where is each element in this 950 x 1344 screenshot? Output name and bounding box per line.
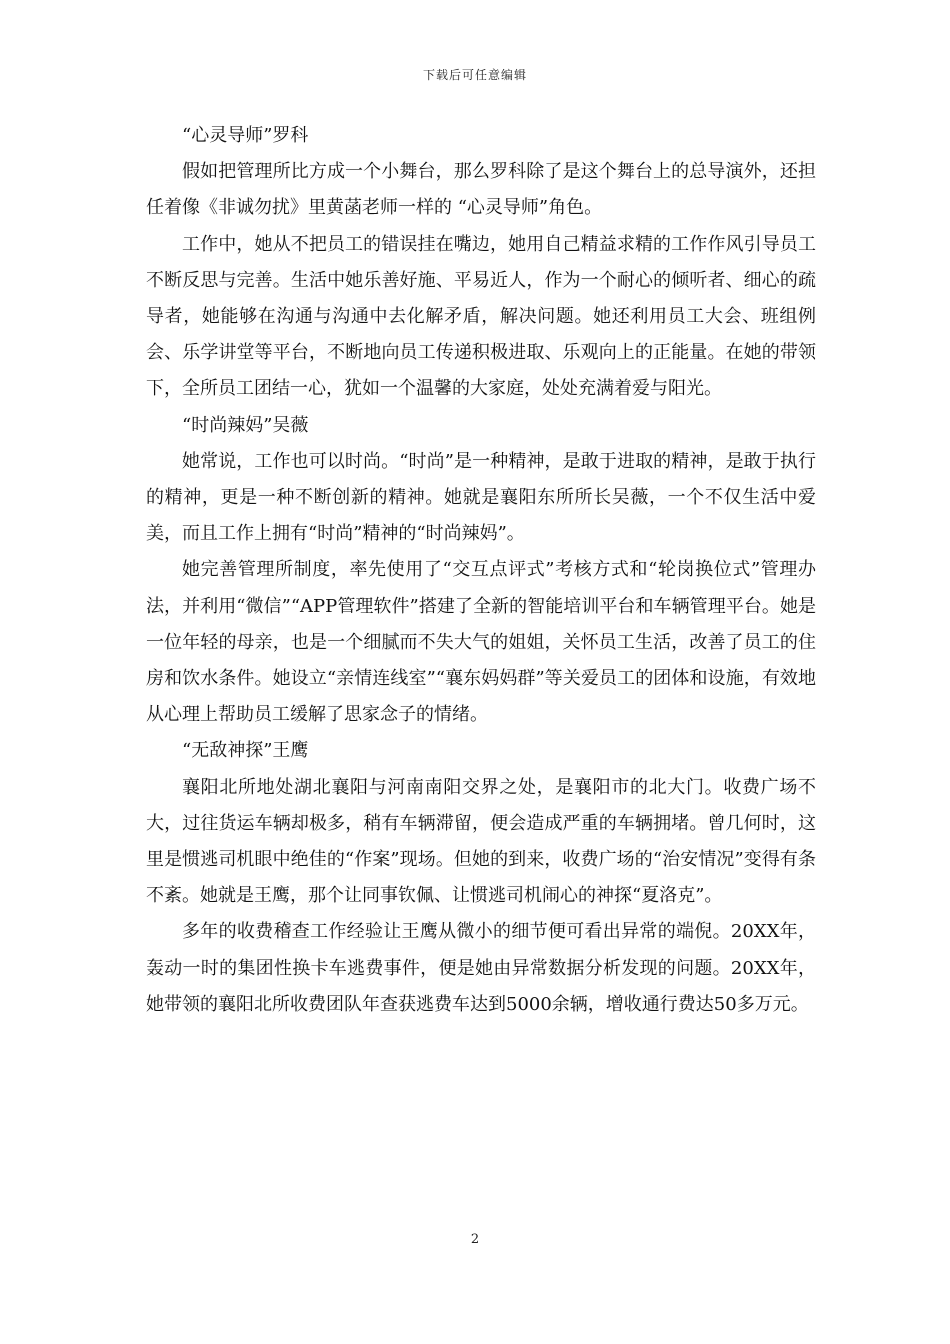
section-heading-luoke: “心灵导师”罗科	[182, 125, 309, 146]
page-header: 下载后可任意编辑	[422, 68, 527, 82]
document-body	[146, 118, 816, 1023]
paragraph: 多年的收费稽查工作经验让王鹰从微小的细节便可看出异常的端倪。20XX年，轰动一时的集团性换卡车逃费事件，便是她由异常数据分析发现的问题。20XX年，她带领的襄阳北所收费团队年查获逃费车达到5000余辆，增收通行费达50多万元。	[146, 921, 816, 1015]
paragraph: 襄阳北所地处湖北襄阳与河南南阳交界之处，是襄阳市的北大门。收费广场不大，过往货运车辆却极多，稍有车辆滞留，便会造成严重的车辆拥堵。曾几何时，这里是惯逃司机眼中绝佳的“作案”现场。但她的到来，收费广场的“治安情况”变得有条不紊。她就是王鹰，那个让同事钦佩、让惯逃司机闹心的神探“夏洛克”。	[146, 776, 816, 907]
paragraph: 她完善管理所制度，率先使用了“交互点评式”考核方式和“轮岗换位式”管理办法，并利用“微信”“APP管理软件”搭建了全新的智能培训平台和车辆管理平台。她是一位年轻的母亲，也是一个细腻而不失大气的姐姐，关怀员工生活，改善了员工的住房和饮水条件。她设立“亲情连线室”“襄东妈妈群”等关爱员工的团体和设施，有效地从心理上帮助员工缓解了思家念子的情绪。	[146, 559, 816, 726]
paragraph: 她常说，工作也可以时尚。“时尚”是一种精神，是敢于进取的精神，是敢于执行的精神，更是一种不断创新的精神。她就是襄阳东所所长吴薇，一个不仅生活中爱美，而且工作上拥有“时尚”精神的“时尚辣妈”。	[146, 450, 816, 545]
paragraph: 假如把管理所比方成一个小舞台，那么罗科除了是这个舞台上的总导演外，还担任着像《非诚勿扰》里黄菡老师一样的 “心灵导师”角色。	[146, 161, 816, 219]
section-heading-wuwei: “时尚辣妈”吴薇	[182, 414, 309, 436]
page-number: 2	[470, 1232, 480, 1247]
section-heading-wangying: “无敌神探”王鹰	[182, 740, 309, 762]
paragraph: 工作中，她从不把员工的错误挂在嘴边，她用自己精益求精的工作作风引导员工不断反思与完善。生活中她乐善好施、平易近人，作为一个耐心的倾听者、细心的疏导者，她能够在沟通与沟通中去化解矛盾，解决问题。她还利用员工大会、班组例会、乐学讲堂等平台，不断地向员工传递积极进取、乐观向上的正能量。在她的带领下，全所员工团结一心，犹如一个温馨的大家庭，处处充满着爱与阳光。	[146, 233, 816, 400]
